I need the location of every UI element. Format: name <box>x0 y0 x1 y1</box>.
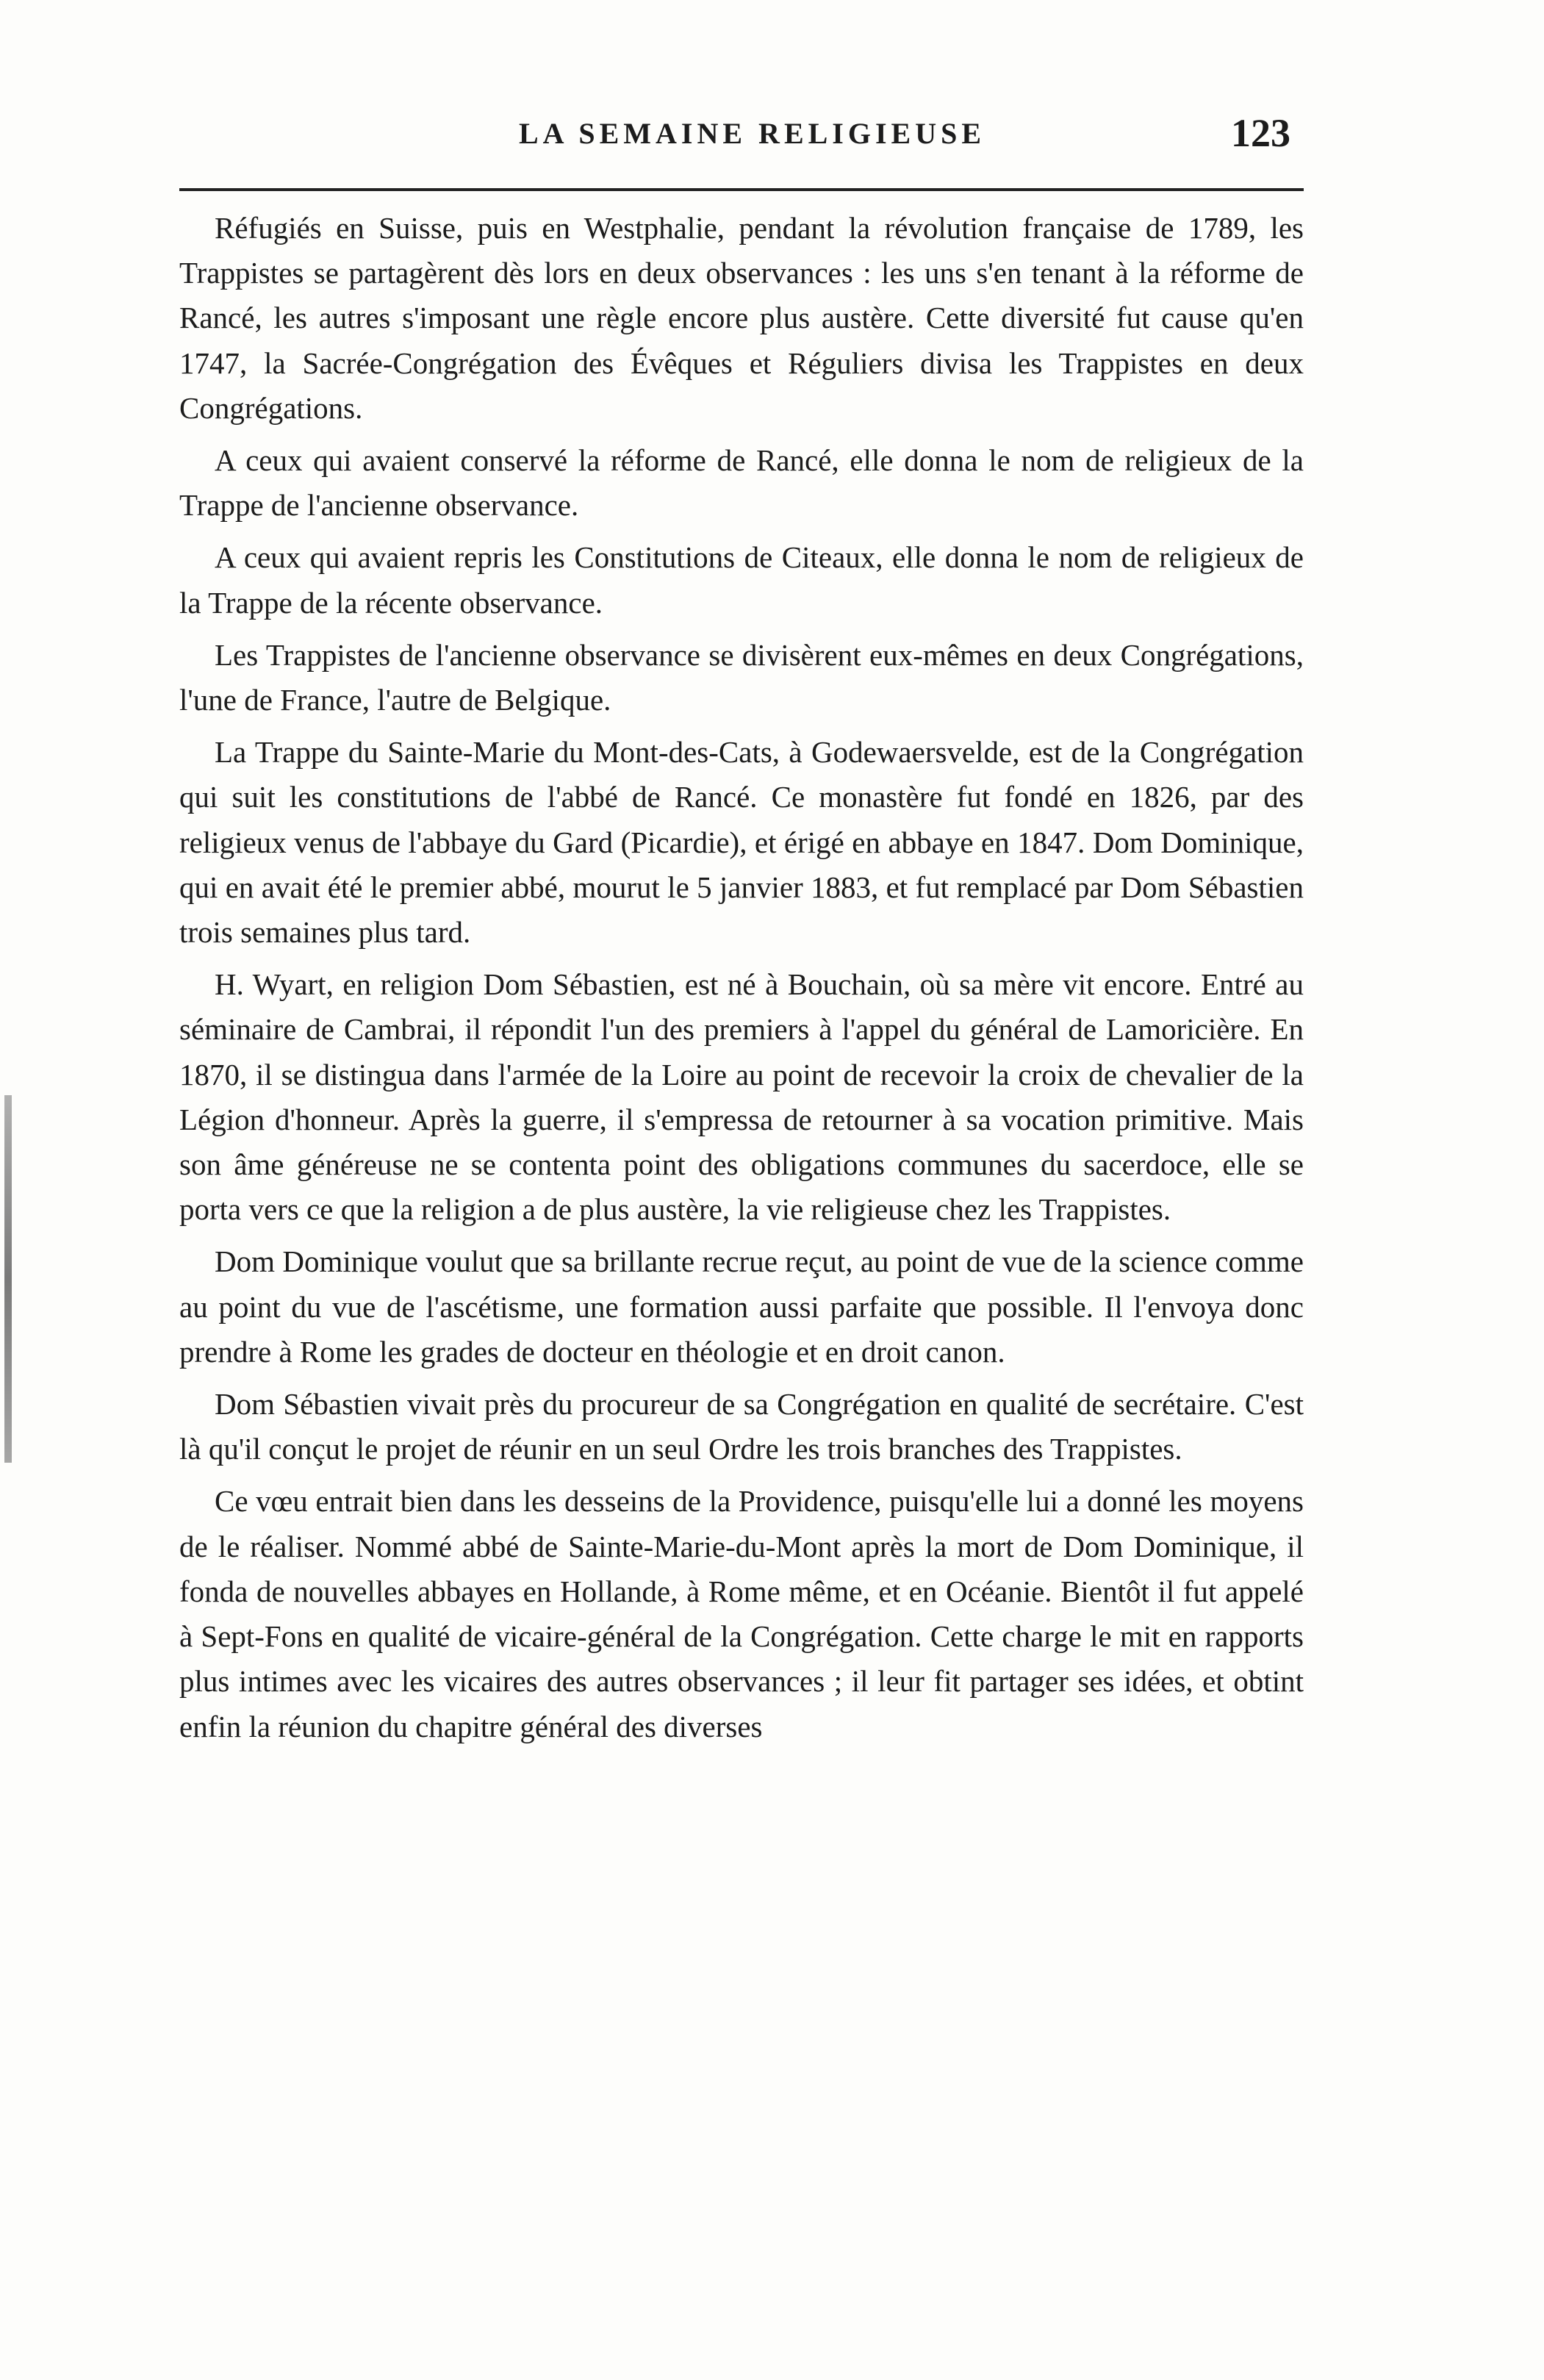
paragraph: Les Trappistes de l'ancienne observance se divisèrent eux-mêmes en deux Congrégations, l'une de France, l'autre de Belgique. <box>179 637 1304 717</box>
paragraph: A ceux qui avaient conservé la réforme de Rancé, elle donna le nom de religieux de la Trappe de l'ancienne observance. <box>179 443 1304 523</box>
paragraph: La Trappe du Sainte-Marie du Mont-des-Cats, à Godewaersvelde, est de la Congrégation qui suit les constitutions de l'abbé de Rancé. Ce monastère fut fondé en 1826, par des religieux venus de l'abbaye du Gard (Picardie), et érigé en abbaye en 1847. Dom Dominique, qui en avait été le premier abbé, mourut le 5 janvier 1883, et fut remplacé par Dom Sébastien trois semaines plus tard. <box>179 735 1304 950</box>
paragraph: Réfugiés en Suisse, puis en Westphalie, pendant la révolution française de 1789, les Trappistes se partagèrent dès lors en deux observances : les uns s'en tenant à la réforme de Rancé, les autres s'imposant une règle encore plus austère. Cette diversité fut cause qu'en 1747, la Sacrée-Congrégation des Évêques et Réguliers divisa les Trappistes en deux Congrégations. <box>179 211 1304 425</box>
scan-edge-mark <box>4 1095 12 1463</box>
running-title: LA SEMAINE RELIGIEUSE <box>519 117 986 150</box>
header-rule <box>179 188 1304 191</box>
paragraph: Dom Dominique voulut que sa brillante recrue reçut, au point de vue de la science comme au point du vue de l'ascétisme, une formation aussi parfaite que possible. Il l'envoya donc prendre à Rome les grades de docteur en théologie et en droit canon. <box>179 1244 1304 1369</box>
paragraph: A ceux qui avaient repris les Constitutions de Citeaux, elle donna le nom de religieux de la Trappe de la récente observance. <box>179 540 1304 620</box>
paragraph: Ce vœu entrait bien dans les desseins de la Providence, puisqu'elle lui a donné les moyens de le réaliser. Nommé abbé de Sainte-Marie-du-Mont après la mort de Dom Dominique, il fonda de nouvelles abbayes en Hollande, à Rome même, et en Océanie. Bientôt il fut appelé à Sept-Fons en qualité de vicaire-général de la Congrégation. Cette charge le mit en rapports plus intimes avec les vicaires des autres observances ; il leur fit partager ses idées, et obtint enfin la réunion du chapitre général des diverses <box>179 1484 1304 1743</box>
page-number: 123 <box>1231 111 1290 155</box>
paragraph: H. Wyart, en religion Dom Sébastien, est né à Bouchain, où sa mère vit encore. Entré au séminaire de Cambrai, il répondit l'un des premiers à l'appel du général de Lamoricière. En 1870, il se distingua dans l'armée de la Loire au point de recevoir la croix de chevalier de la Légion d'honneur. Après la guerre, il s'empressa de retourner à sa vocation primitive. Mais son âme généreuse ne se contenta point des obligations communes du sacerdoce, elle se porta vers ce que la religion a de plus austère, la vie religieuse chez les Trappistes. <box>179 967 1304 1227</box>
body-text <box>179 206 1304 1757</box>
paragraph: Dom Sébastien vivait près du procureur de sa Congrégation en qualité de secrétaire. C'est là qu'il conçut le projet de réunir en un seul Ordre les trois branches des Trappistes. <box>179 1387 1304 1466</box>
page-header <box>173 110 1305 169</box>
